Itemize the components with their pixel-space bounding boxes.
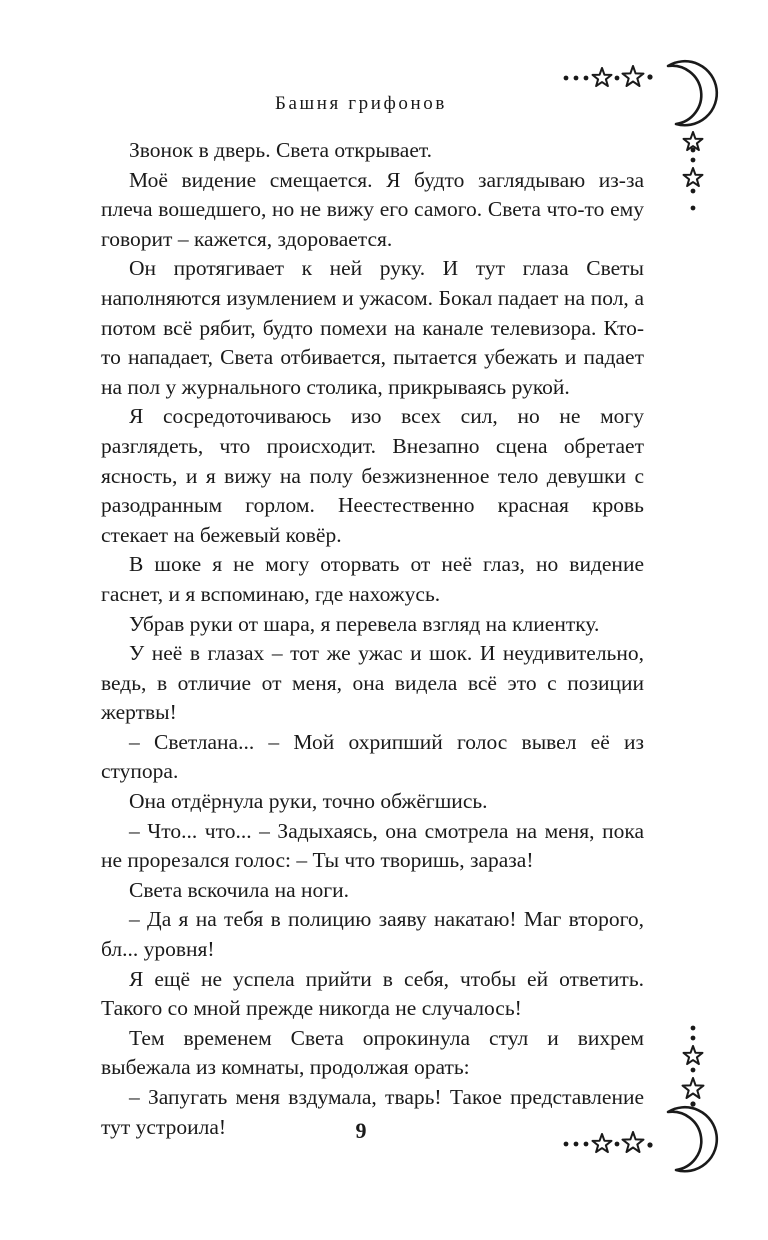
paragraph: Света вскочила на ноги.: [129, 877, 349, 902]
star-icon: [623, 66, 644, 86]
paragraph: Тем временем Света опрокинула стул и вихрем выбежала из комнаты, продолжая орать:: [101, 1025, 644, 1080]
star-icon: [623, 1132, 644, 1152]
dot-icon: [564, 1142, 569, 1147]
dot-icon: [647, 74, 652, 79]
dot-icon: [691, 1036, 696, 1041]
paragraph: Он протягивает к ней руку. И тут глаза Светы наполняются изумлением и ужасом. Бокал падает на пол, а потом всё рябит, будто помехи на канале телевизора. Кто-то нападает, Света отбивается, пытается убежать и падает на пол у журнального столика, прикрываясь рукой.: [101, 256, 644, 399]
paragraph: Она отдёрнула руки, точно обжёгшись.: [129, 789, 488, 814]
paragraph: – Светлана... – Мой охрипший голос вывел её из ступора.: [101, 729, 644, 784]
dot-icon: [615, 1142, 620, 1147]
dot-icon: [647, 1142, 652, 1147]
dot-icon: [691, 1068, 696, 1073]
paragraph: Я сосредоточиваюсь изо всех сил, но не могу разглядеть, что происходит. Внезапно сцена обретает ясность, и я вижу на полу безжизненное тело девушки с разодранным горлом. Неестественно красная кровь стекает на бежевый ковёр.: [101, 404, 644, 547]
paragraph: Моё видение смещается. Я будто заглядываю из-за плеча вошедшего, но не вижу его самого. Света что-то ему говорит – кажется, здоровается.: [101, 167, 644, 251]
star-icon: [684, 132, 703, 150]
body-text: [101, 136, 644, 1142]
dot-icon: [691, 189, 696, 194]
dot-icon: [691, 158, 696, 163]
star-icon: [684, 1046, 703, 1064]
paragraph: Я ещё не успела прийти в себя, чтобы ей ответить. Такого со мной прежде никогда не случалось!: [101, 966, 644, 1021]
star-icon: [683, 1078, 704, 1098]
dot-icon: [584, 76, 589, 81]
dot-icon: [691, 1026, 696, 1031]
dot-icon: [615, 76, 620, 81]
paragraph: В шоке я не могу оторвать от неё глаз, но видение гаснет, и я вспоминаю, где нахожусь.: [101, 552, 644, 606]
dot-icon: [690, 1101, 695, 1106]
paragraph: Убрав руки от шара, я перевела взгляд на клиентку.: [129, 611, 600, 636]
paragraph: – Запугать меня вздумала, тварь! Такое представление тут устроила!: [101, 1085, 644, 1139]
paragraph: – Что... что... – Задыхаясь, она смотрела на меня, пока не прорезался голос: – Ты что творишь, зараза!: [101, 818, 644, 873]
dot-icon: [691, 206, 696, 211]
paragraph: – Да я на тебя в полицию заяву накатаю! Маг второго, бл... уровня!: [101, 907, 644, 962]
dot-icon: [574, 1142, 579, 1147]
star-icon: [593, 68, 612, 86]
paragraph: Звонок в дверь. Света открывает.: [129, 138, 433, 162]
dot-icon: [564, 76, 569, 81]
running-head-title: Башня грифонов: [275, 93, 447, 114]
dot-icon: [574, 76, 579, 81]
bottom-moon-stars-ornament: [556, 1018, 728, 1178]
star-icon: [593, 1134, 612, 1152]
page-number: 9: [355, 1118, 367, 1143]
crescent-moon-icon: [668, 1107, 717, 1171]
dot-icon: [584, 1142, 589, 1147]
star-icon: [684, 168, 703, 186]
paragraph: У неё в глазах – тот же ужас и шок. И неудивительно, ведь, в отличие от меня, она видела всё это с позиции жертвы!: [101, 641, 644, 725]
